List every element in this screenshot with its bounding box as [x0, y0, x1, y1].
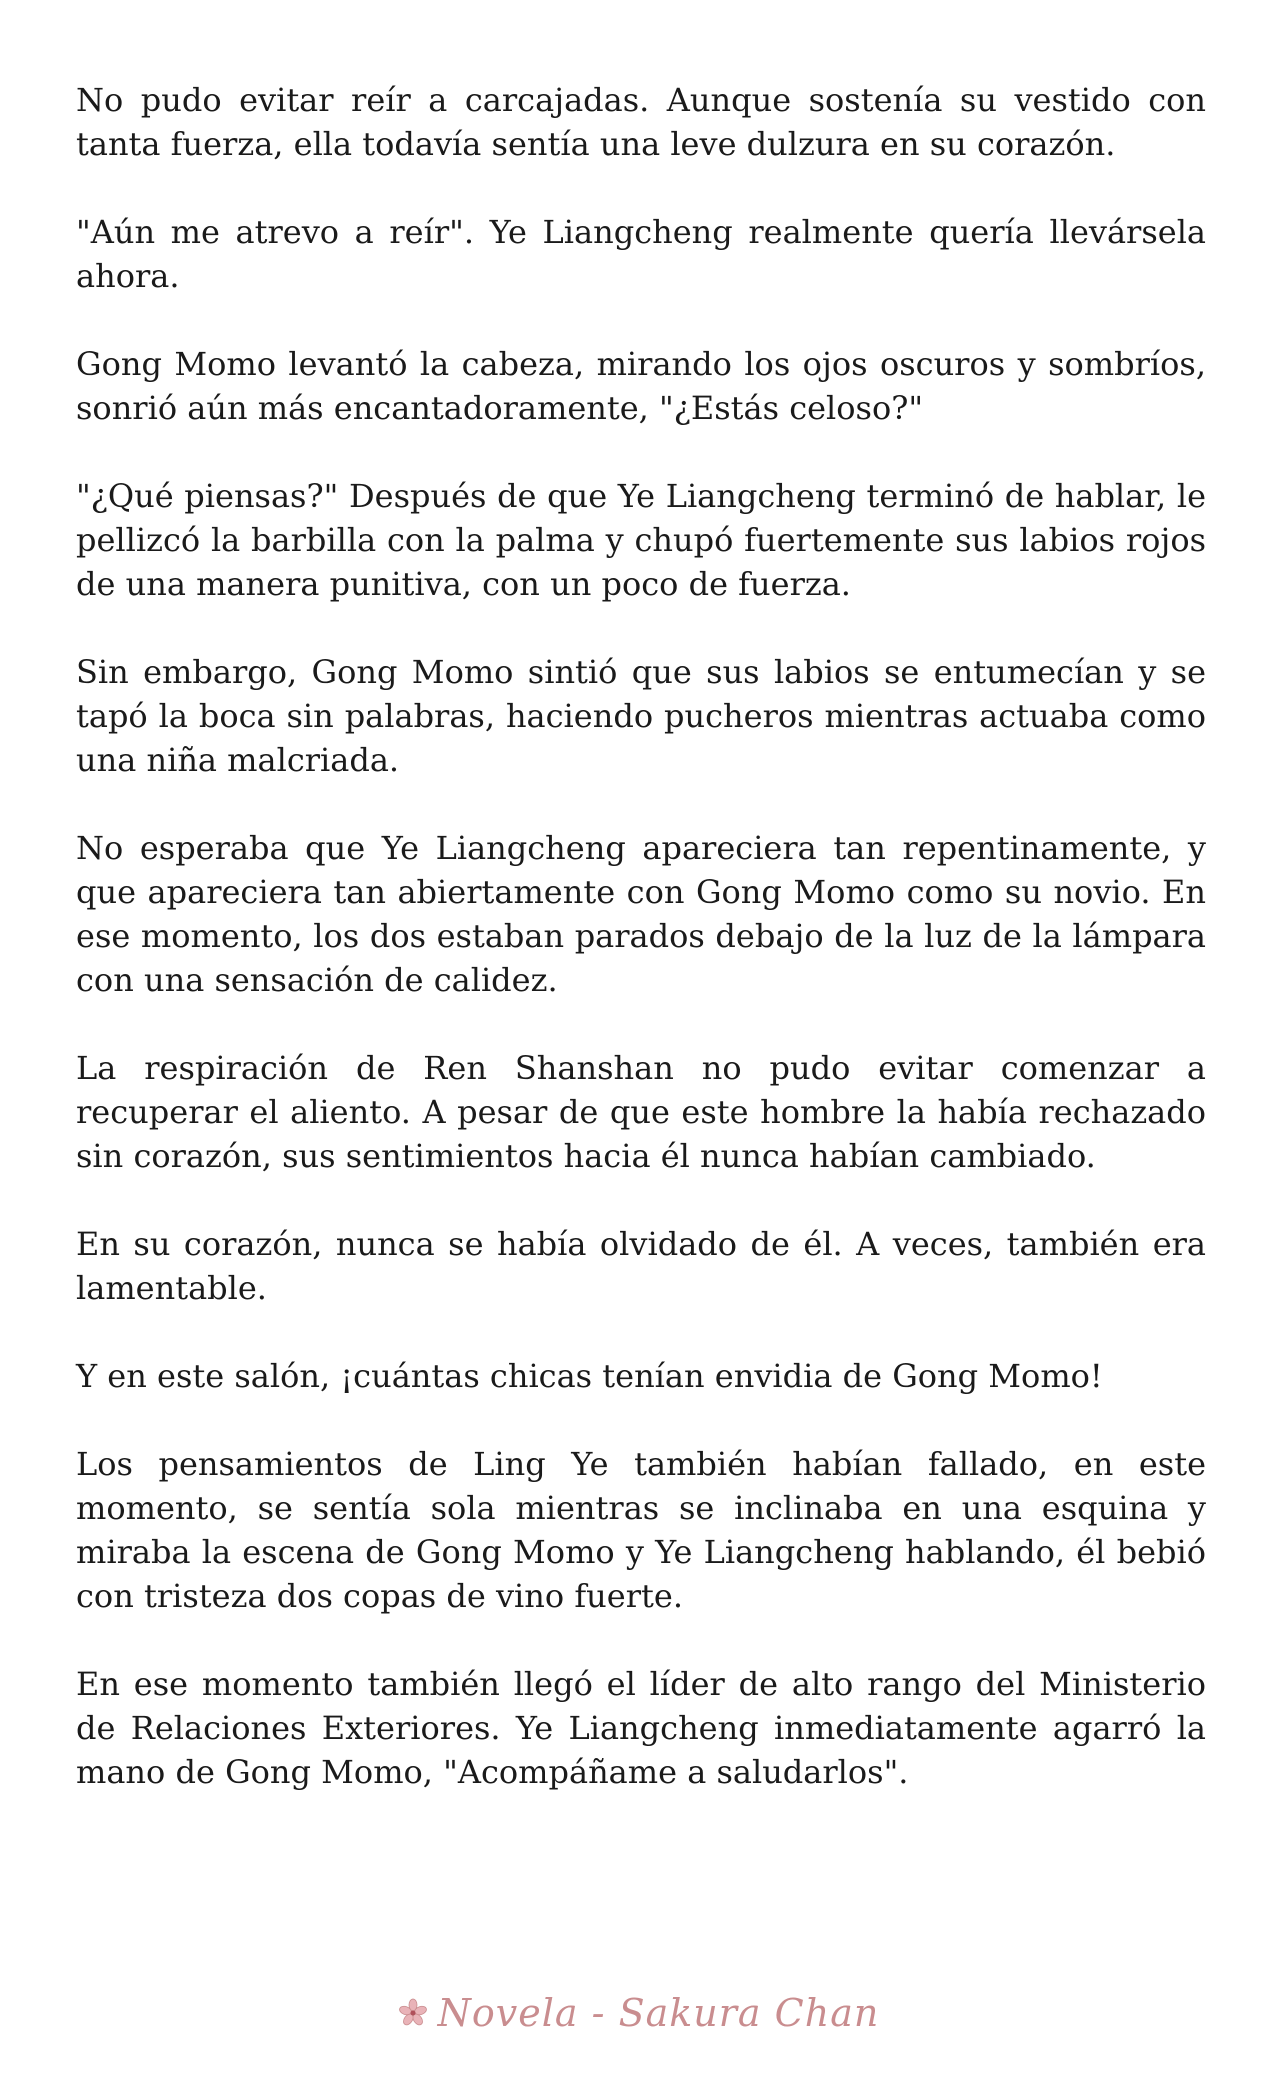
cherry-blossom-icon	[396, 1996, 430, 2030]
paragraph: "Aún me atrevo a reír". Ye Liangcheng realmente quería llevársela ahora.	[76, 213, 1206, 295]
chapter-text	[76, 78, 1206, 1838]
paragraph: No esperaba que Ye Liangcheng apareciera tan repentinamente, y que apareciera tan abiertamente con Gong Momo como su novio. En ese momento, los dos estaban parados debajo de la luz de la lámpara con una sensación de calidez.	[76, 829, 1206, 999]
paragraph: Sin embargo, Gong Momo sintió que sus labios se entumecían y se tapó la boca sin palabras, haciendo pucheros mientras actuaba como una niña malcriada.	[76, 653, 1206, 779]
paragraph: En ese momento también llegó el líder de alto rango del Ministerio de Relaciones Exteriores. Ye Liangcheng inmediatamente agarró la mano de Gong Momo, "Acompáñame a saludarlos".	[76, 1665, 1206, 1791]
paragraph: La respiración de Ren Shanshan no pudo evitar comenzar a recuperar el aliento. A pesar de que este hombre la había rechazado sin corazón, sus sentimientos hacia él nunca habían cambiado.	[76, 1049, 1206, 1175]
paragraph: Y en este salón, ¡cuántas chicas tenían envidia de Gong Momo!	[76, 1357, 1103, 1395]
footer-watermark	[0, 1988, 1275, 2038]
paragraph: No pudo evitar reír a carcajadas. Aunque sostenía su vestido con tanta fuerza, ella todavía sentía una leve dulzura en su corazón.	[76, 81, 1206, 163]
paragraph: "¿Qué piensas?" Después de que Ye Liangcheng terminó de hablar, le pellizcó la barbilla con la palma y chupó fuertemente sus labios rojos de una manera punitiva, con un poco de fuerza.	[76, 477, 1206, 603]
paragraph: Los pensamientos de Ling Ye también habían fallado, en este momento, se sentía sola mientras se inclinaba en una esquina y miraba la escena de Gong Momo y Ye Liangcheng hablando, él bebió con tristeza dos copas de vino fuerte.	[76, 1445, 1206, 1615]
footer-brand: Novela - Sakura Chan	[437, 1991, 880, 2035]
paragraph: Gong Momo levantó la cabeza, mirando los ojos oscuros y sombríos, sonrió aún más encantadoramente, "¿Estás celoso?"	[76, 345, 1206, 427]
paragraph: En su corazón, nunca se había olvidado de él. A veces, también era lamentable.	[76, 1225, 1206, 1307]
